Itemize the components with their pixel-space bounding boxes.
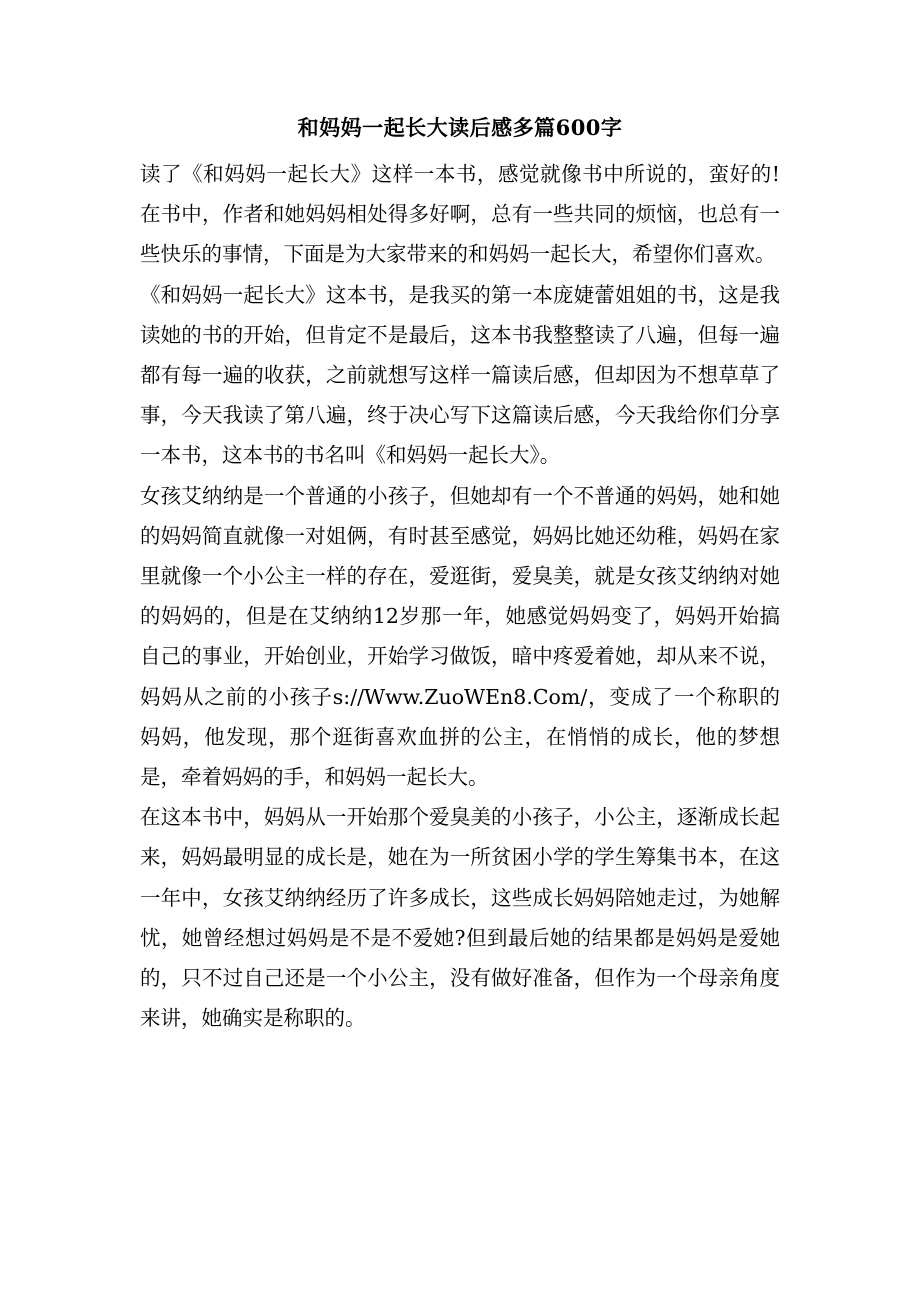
paragraph-4: 在这本书中，妈妈从一开始那个爱臭美的小孩子，小公主，逐渐成长起来，妈妈最明显的成长是，她在为一所贫困小学的学生筹集书本，在这一年中，女孩艾纳纳经历了许多成长，这些成长妈妈陪她走过，为她解忧，她曾经想过妈妈是不是不爱她?但到最后她的结果都是妈妈是爱她的，只不过自己还是一个小公主，没有做好准备，但作为一个母亲角度来讲，她确实是称职的。 — [140, 805, 780, 1031]
document-title: 和妈妈一起长大读后感多篇600字 — [297, 115, 623, 140]
paragraph-3: 女孩艾纳纳是一个普通的小孩子，但她却有一个不普通的妈妈，她和她的妈妈简直就像一对姐俩，有时甚至感觉，妈妈比她还幼稚，妈妈在家里就像一个小公主一样的存在，爱逛街，爱臭美，就是女孩艾纳纳对她的妈妈的，但是在艾纳纳12岁那一年，她感觉妈妈变了，妈妈开始搞自己的事业，开始创业，开始学习做饭，暗中疼爱着她，却从来不说，妈妈从之前的小孩子s://Www.ZuoWEn8.Com/，变成了一个称职的妈妈，他发现，那个逛街喜欢血拼的公主，在悄悄的成长，他的梦想是，牵着妈妈的手，和妈妈一起长大。 — [140, 483, 780, 790]
document-body — [140, 154, 780, 1038]
paragraph-2: 《和妈妈一起长大》这本书，是我买的第一本庞婕蕾姐姐的书，这是我读她的书的开始，但肯定不是最后，这本书我整整读了八遍，但每一遍都有每一遍的收获，之前就想写这样一篇读后感，但却因为不想草草了事，今天我读了第八遍，终于决心写下这篇读后感，今天我给你们分享一本书，这本书的书名叫《和妈妈一起长大》。 — [140, 282, 780, 468]
paragraph-1: 读了《和妈妈一起长大》这样一本书，感觉就像书中所说的，蛮好的!在书中，作者和她妈妈相处得多好啊，总有一些共同的烦恼，也总有一些快乐的事情，下面是为大家带来的和妈妈一起长大，希望你们喜欢。 — [140, 162, 780, 267]
